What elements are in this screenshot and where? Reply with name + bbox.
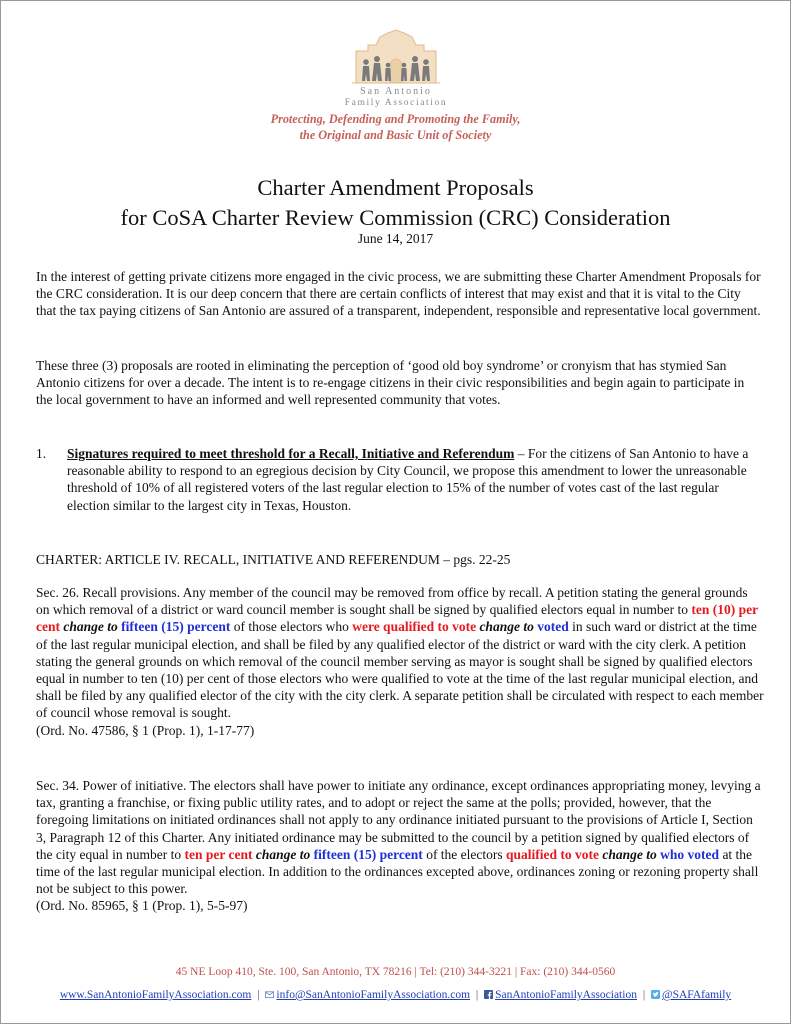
- facebook-link[interactable]: SanAntonioFamilyAssociation: [495, 989, 637, 1001]
- footer-links: [1, 989, 790, 1001]
- family-alamo-logo-icon: [346, 29, 446, 85]
- sec34-new-voter-basis: who voted: [660, 846, 720, 862]
- footer-separator: |: [475, 989, 479, 1001]
- document-date: June 14, 2017: [357, 231, 434, 246]
- website-link[interactable]: www.SanAntonioFamilyAssociation.com: [59, 989, 252, 1001]
- sec34-text-2: of the electors: [422, 846, 507, 862]
- section-26: [36, 584, 764, 739]
- sec26-old-voter-basis: were qualified to vote: [352, 619, 477, 635]
- logo-name-line2: Family Association: [344, 98, 448, 108]
- footer-separator: |: [642, 989, 646, 1001]
- sec26-ordinance: (Ord. No. 47586, § 1 (Prop. 1), 1-17-77): [36, 722, 255, 738]
- tagline: [1, 111, 790, 143]
- facebook-icon: [484, 990, 493, 999]
- footer-separator: |: [257, 989, 260, 1001]
- sec34-change-marker-1: change to: [252, 846, 314, 862]
- logo-name-line1: San Antonio: [360, 86, 432, 97]
- sec34-ordinance: (Ord. No. 85965, § 1 (Prop. 1), 5-5-97): [36, 898, 248, 914]
- organization-logo: [341, 29, 451, 109]
- sec34-change-marker-2: change to: [599, 846, 661, 862]
- sec34-old-voter-basis: qualified to vote: [506, 846, 600, 862]
- tagline-line1: Protecting, Defending and Promoting the Family,: [270, 112, 521, 126]
- proposal-heading: Signatures required to meet threshold for a Recall, Initiative and Referendum: [67, 446, 515, 461]
- sec26-new-voter-basis: voted: [537, 619, 569, 635]
- sec26-old-threshold: ten (10) per cent: [36, 602, 758, 635]
- sec26-new-threshold: fifteen (15) percent: [121, 619, 231, 635]
- twitter-link[interactable]: @SAFAfamily: [662, 989, 732, 1001]
- title-line1: Charter Amendment Proposals: [257, 175, 534, 200]
- footer-address: 45 NE Loop 410, Ste. 100, San Antonio, TX 78216 | Tel: (210) 344-3221 | Fax: (210) 344-0560: [175, 966, 616, 978]
- email-link[interactable]: info@SanAntonioFamilyAssociation.com: [276, 989, 471, 1001]
- intro-paragraph-2: These three (3) proposals are rooted in eliminating the perception of ‘good old boy syndrome’ or cronyism that has stymied San Antonio citizens for over a decade. The intent is to re-engage citizens in their civic responsibilities and begin again to participate in the local government to have an informed and well represented community that votes.: [36, 358, 745, 408]
- sec26-change-marker-1: change to: [60, 619, 122, 635]
- proposal-item-1: [36, 445, 764, 514]
- title-line2: for CoSA Charter Review Commission (CRC) Consideration: [120, 205, 671, 230]
- section-34: [36, 777, 764, 915]
- article-heading: CHARTER: ARTICLE IV. RECALL, INITIATIVE AND REFERENDUM – pgs. 22-25: [36, 552, 511, 567]
- intro-paragraph-1: In the interest of getting private citizens more engaged in the civic process, we are submitting these Charter Amendment Proposals for the CRC consideration. It is our deep concern that there are certain conflicts of interest that may exist and that it is vital to the City that the tax paying citizens of San Antonio are assured of a transparent, independent, responsible and representative local government.: [36, 269, 761, 319]
- document-title: [1, 173, 790, 233]
- twitter-icon: [651, 990, 660, 999]
- sec26-text-3: in such ward or district at the time of the last regular municipal election, and shall be filed by any qualified elector of the district or ward with the city clerk. A petition stating the general grounds on which removal of the council member serving as mayor is sought shall be signed by qualified electors equal in number to ten (10) per cent of those electors who were qualified to vote at the time of the last regular municipal election, and shall be filed by any qualified elector of the city with the city clerk. A separate petition shall be circulated with respect to each member of council whose removal is sought.: [36, 619, 764, 721]
- proposal-body: [67, 445, 764, 514]
- sec34-text-3: at the time of the last regular municipal election. In addition to the ordinances excepted above, ordinances zoning or rezoning property shall not be subject to this power.: [36, 846, 759, 897]
- proposal-text: – For the citizens of San Antonio to have a reasonable ability to respond to an egregious decision by City Council, we propose this amendment to lower the unreasonable threshold of 10% of all registered voters of the last regular election to 15% of the number of votes cast of the last regular election similar to the largest city in Texas, Houston.: [67, 446, 749, 513]
- proposal-number: 1.: [36, 446, 47, 461]
- sec26-change-marker-2: change to: [476, 619, 538, 635]
- sec34-old-threshold: ten per cent: [184, 846, 253, 862]
- sec26-text-2: of those electors who: [230, 619, 353, 635]
- sec26-text-1: Sec. 26. Recall provisions. Any member of the council may be removed from office by recall. A petition stating the general grounds on which removal of a district or ward council member is sought shall be signed by qualified electors equal in number to: [36, 585, 748, 618]
- tagline-line2: the Original and Basic Unit of Society: [299, 128, 492, 142]
- email-icon: [265, 990, 274, 999]
- sec34-text-1: Sec. 34. Power of initiative. The electors shall have power to initiate any ordinance, except ordinances appropriating money, levying a tax, granting a franchise, or fixing public utility rates, and to adopt or reject the same at the polls; provided, however, that the foregoing limitations on initiated ordinances shall not apply to any ordinance initiated pursuant to the provisions of Article I, Section 3, Paragraph 12 of this Charter. Any initiated ordinance may be submitted to the council by a petition signed by qualified electors of the city equal in number to: [36, 778, 761, 862]
- sec34-new-threshold: fifteen (15) percent: [313, 846, 423, 862]
